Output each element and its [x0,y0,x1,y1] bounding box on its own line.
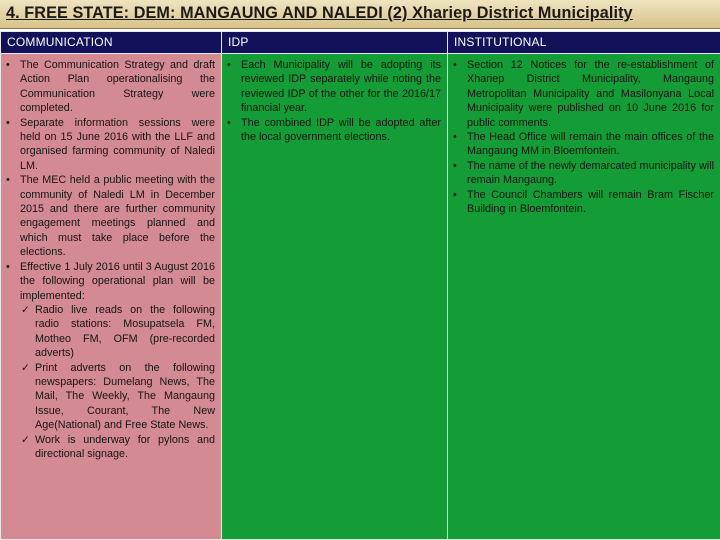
header-idp: IDP [222,32,448,54]
communication-list [1,54,221,461]
list-item: • Effective 1 July 2016 until 3 August 2016 the following operational plan will be implemented: ✓ Radio live reads on the following radio stations: Mosupatsela FM, Motheo FM, OFM (pre-recorded adverts) ✓ Print adverts on the following newspapers: Dumelang News, The Mail, The Weekly, The Mangaung Issue, Courant, The New Age(National) and Free State News. ✓ Work is underway for pylons and directional signage. [6,260,215,462]
institutional-cell [448,54,720,540]
page-title: 4. FREE STATE: DEM: MANGAUNG AND NALEDI (2) Xhariep District Municipality [6,4,633,22]
header-communication: COMMUNICATION [1,32,222,54]
check-item: ✓ Print adverts on the following newspapers: Dumelang News, The Mail, The Weekly, The Mangaung Issue, Courant, The New Age(National) and Free State News. [20,361,215,433]
list-item: • The Council Chambers will remain Bram Fischer Building in Bloemfontein. [453,188,714,217]
list-item: • The name of the newly demarcated municipality will remain Mangaung. [453,159,714,188]
idp-cell [222,54,448,540]
list-item: • Section 12 Notices for the re-establishment of Xhariep District Municipality, Mangaung Metropolitan Municipality and Masilonyana Local Municipality were published on 10 June 2016 for public comments. [453,58,714,130]
communication-sublist [20,303,215,461]
list-item: • Each Municipality will be adopting its reviewed IDP separately while noting the reviewed IDP of the other for the 2016/17 financial year. [227,58,441,116]
status-table [0,31,720,540]
list-item: • The MEC held a public meeting with the community of Naledi LM in December 2015 and there are further community engagement meetings planned and which must take place before the elections. [6,173,215,259]
institutional-list [448,54,720,216]
header-institutional: INSTITUTIONAL [448,32,720,54]
list-item: • The Communication Strategy and draft Action Plan operationalising the Communication Strategy were completed. [6,58,215,116]
list-item: • The combined IDP will be adopted after the local government elections. [227,116,441,145]
header-row [1,32,720,54]
communication-cell [1,54,222,540]
check-item: ✓ Radio live reads on the following radio stations: Mosupatsela FM, Motheo FM, OFM (pre-recorded adverts) [20,303,215,361]
body-row [1,54,720,540]
list-item: • The Head Office will remain the main offices of the Mangaung MM in Bloemfontein. [453,130,714,159]
list-item: • Separate information sessions were held on 15 June 2016 with the LLF and organised farming community of Naledi LM. [6,116,215,174]
title-bar [0,0,720,29]
idp-list [222,54,447,144]
check-item: ✓ Work is underway for pylons and directional signage. [20,433,215,462]
